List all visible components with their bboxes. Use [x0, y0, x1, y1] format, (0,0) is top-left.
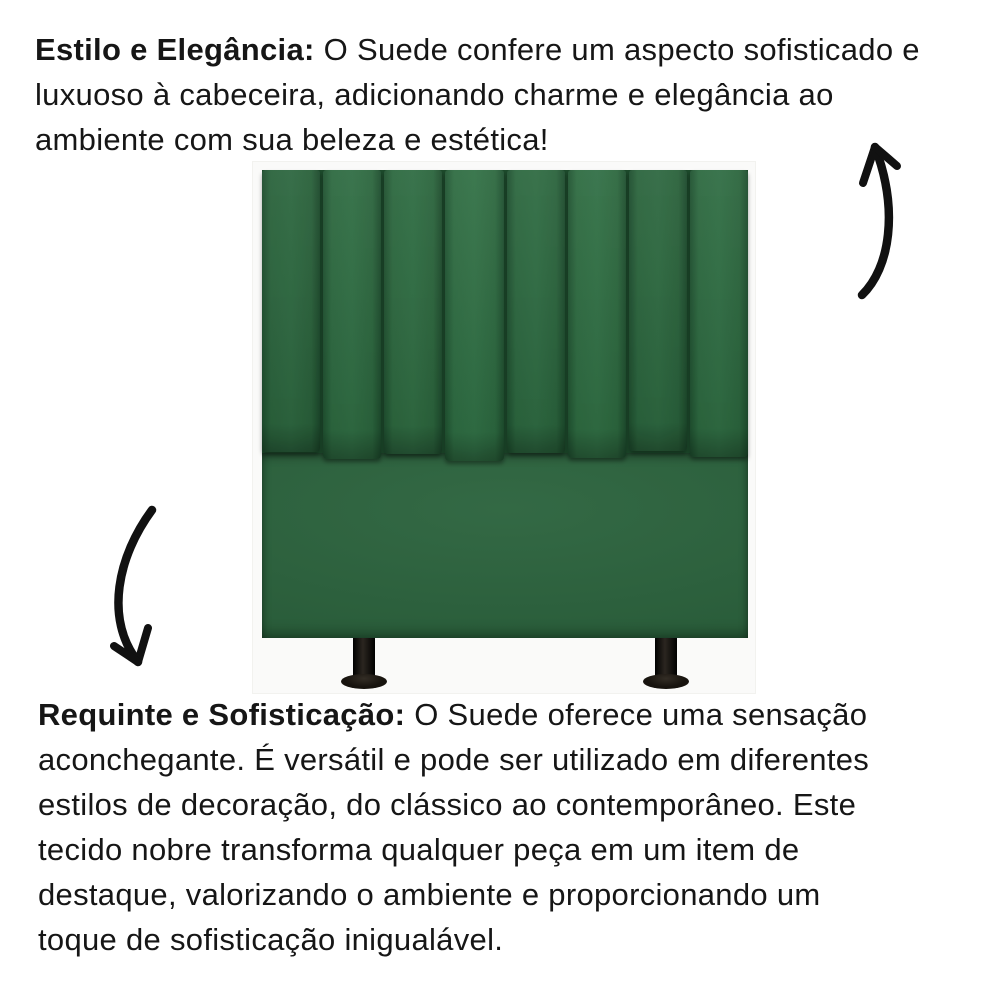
headboard-panel — [507, 170, 565, 453]
top-description-line: luxuoso à cabeceira, adicionando charme e elegância ao — [35, 77, 834, 112]
headboard-skirt — [262, 453, 748, 638]
headboard-panel — [323, 170, 381, 459]
headboard-panel — [629, 170, 687, 451]
leg-foot — [341, 674, 387, 689]
bottom-description-line: toque de sofisticação inigualável. — [38, 922, 504, 957]
product-photo-headboard — [262, 170, 748, 638]
top-description-line: ambiente com sua beleza e estética! — [35, 122, 549, 157]
headboard-leg-right — [643, 634, 689, 689]
headboard-panel — [690, 170, 748, 457]
headboard-panel — [262, 170, 320, 452]
bottom-description-text: O Suede oferece uma sensação — [414, 697, 868, 732]
bottom-description-line — [38, 692, 983, 737]
headboard-panel — [445, 170, 503, 461]
curved-arrow-down-icon — [90, 496, 170, 681]
top-description-text: O Suede confere um aspecto sofisticado e — [323, 32, 920, 67]
headboard-panel-section — [262, 170, 748, 453]
curved-arrow-up-icon — [843, 130, 918, 305]
bottom-description-line: aconchegante. É versátil e pode ser utilizado em diferentes — [38, 742, 870, 777]
bottom-description — [38, 692, 983, 962]
top-description — [35, 27, 975, 162]
bottom-description-heading: Requinte e Sofisticação: — [38, 697, 406, 732]
headboard-leg-left — [341, 634, 387, 689]
headboard-panel — [384, 170, 442, 454]
headboard-panel — [568, 170, 626, 458]
top-description-line — [35, 27, 975, 72]
bottom-description-line: estilos de decoração, do clássico ao contemporâneo. Este — [38, 787, 857, 822]
leg-foot — [643, 674, 689, 689]
bottom-description-line: destaque, valorizando o ambiente e proporcionando um — [38, 877, 821, 912]
top-description-heading: Estilo e Elegância: — [35, 32, 315, 67]
bottom-description-line: tecido nobre transforma qualquer peça em um item de — [38, 832, 800, 867]
